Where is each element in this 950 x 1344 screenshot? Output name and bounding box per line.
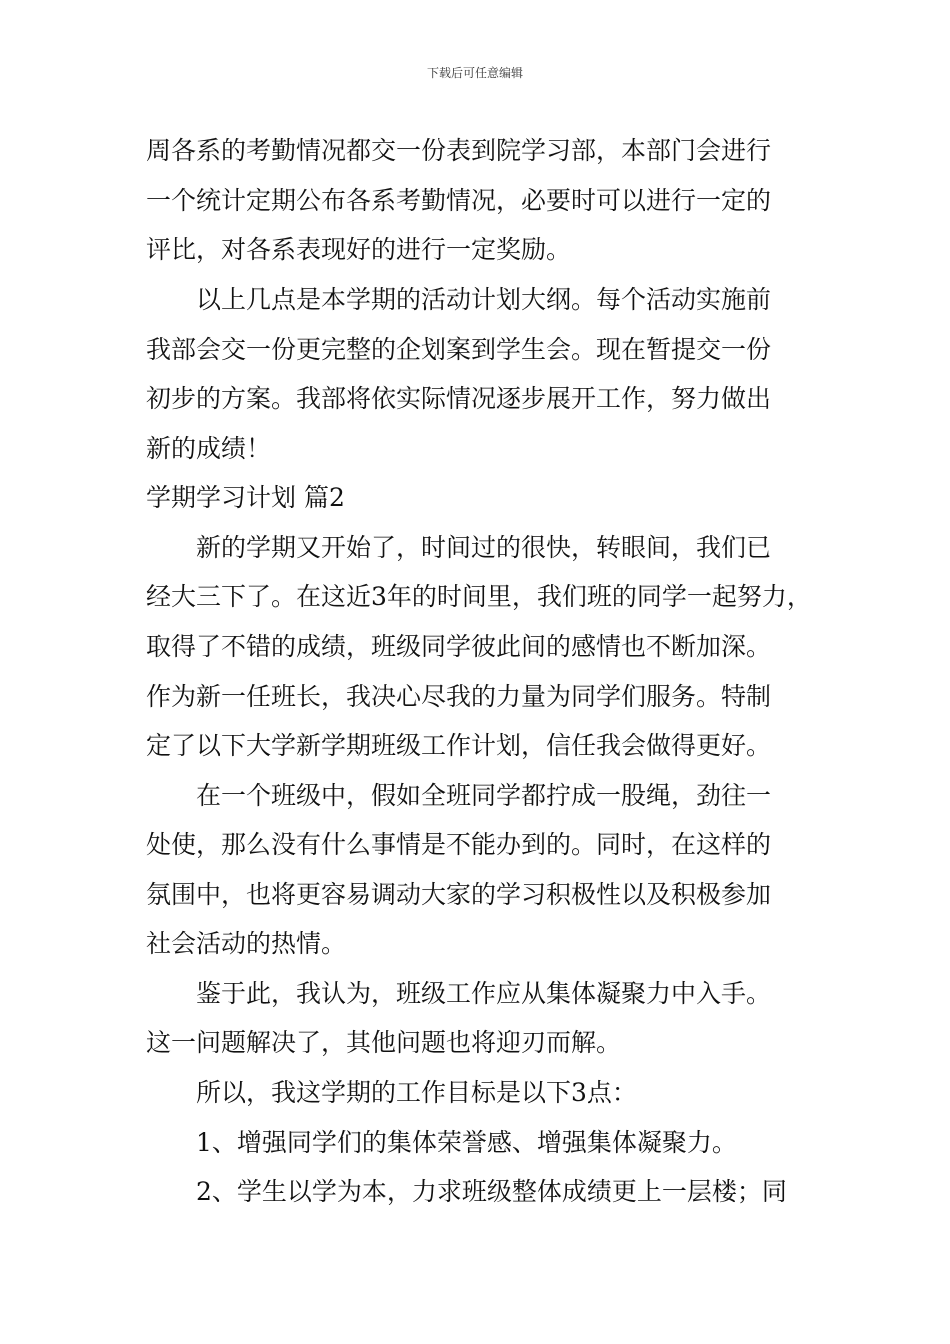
text-line: 新的学期又开始了，时间过的很快，转眼间，我们已 xyxy=(196,533,772,562)
text-line: 在一个班级中，假如全班同学都拧成一股绳，劲往一 xyxy=(196,781,772,810)
text-line: 以上几点是本学期的活动计划大纲。每个活动实施前 xyxy=(196,285,772,314)
page-header: 下载后可任意编辑 xyxy=(426,66,523,80)
list-item: 1、增强同学们的集体荣誉感、增强集体凝聚力。 xyxy=(196,1128,737,1157)
text-line: 定了以下大学新学期班级工作计划，信任我会做得更好。 xyxy=(146,731,772,760)
text-line: 取得了不错的成绩，班级同学彼此间的感情也不断加深。 xyxy=(146,632,772,661)
text-line: 所以，我这学期的工作目标是以下3点： xyxy=(196,1078,637,1107)
text-line: 氛围中，也将更容易调动大家的学习积极性以及积极参加 xyxy=(146,880,772,909)
section-heading: 学期学习计划 篇2 xyxy=(146,483,345,512)
text-line: 我部会交一份更完整的企划案到学生会。现在暂提交一份 xyxy=(146,335,772,364)
text-line: 评比，对各系表现好的进行一定奖励。 xyxy=(146,235,572,264)
text-line: 一个统计定期公布各系考勤情况，必要时可以进行一定的 xyxy=(146,186,772,215)
text-line: 作为新一任班长，我决心尽我的力量为同学们服务。特制 xyxy=(146,682,772,711)
list-item: 2、学生以学为本，力求班级整体成绩更上一层楼；同 xyxy=(196,1177,787,1206)
text-line: 处使，那么没有什么事情是不能办到的。同时，在这样的 xyxy=(146,830,772,859)
text-line: 周各系的考勤情况都交一份表到院学习部，本部门会进行 xyxy=(146,136,772,165)
text-line: 初步的方案。我部将依实际情况逐步展开工作，努力做出 xyxy=(146,384,772,413)
text-line: 新的成绩！ xyxy=(146,434,272,463)
text-line: 鉴于此，我认为，班级工作应从集体凝聚力中入手。 xyxy=(196,979,772,1008)
text-line: 社会活动的热情。 xyxy=(146,929,347,958)
text-line: 经大三下了。在这近3年的时间里，我们班的同学一起努力， xyxy=(146,582,812,611)
text-line: 这一问题解决了，其他问题也将迎刃而解。 xyxy=(146,1028,622,1057)
